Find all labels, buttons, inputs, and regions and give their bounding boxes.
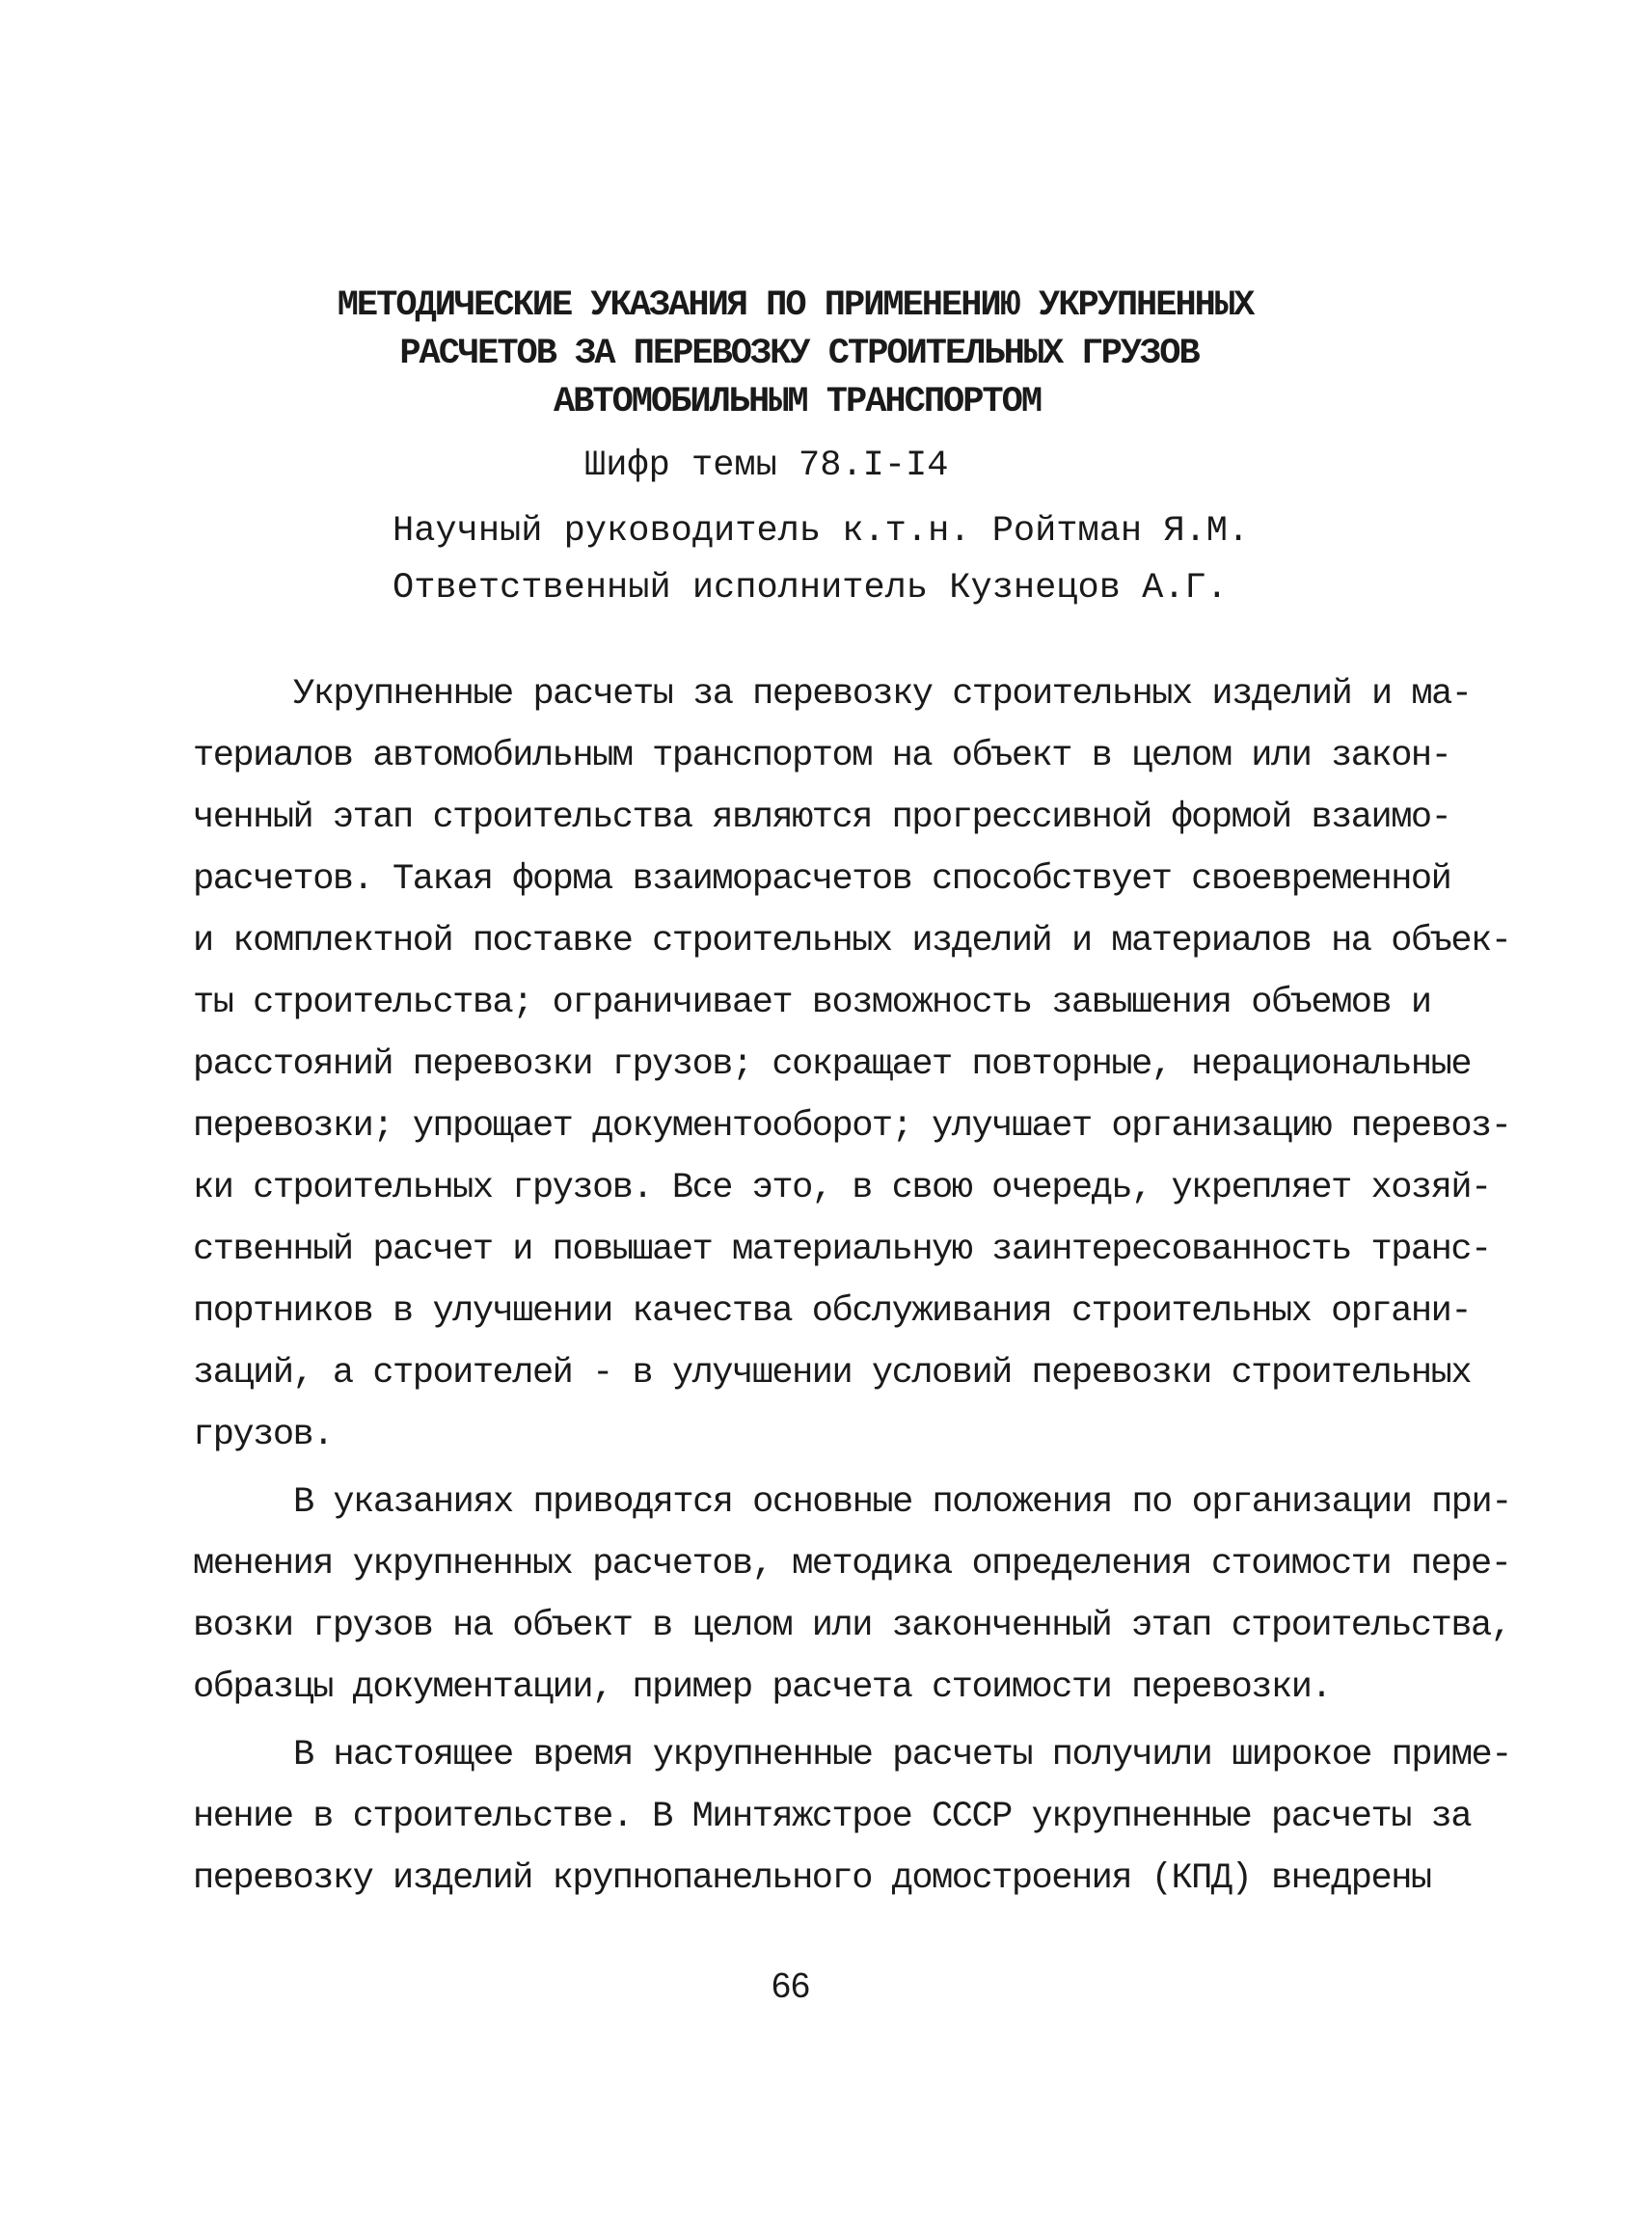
title-line: АВТОМОБИЛЬНЫМ ТРАНСПОРТОМ <box>553 382 1042 422</box>
text-line: заций, а строителей - в улучшении условий перевозки строительных <box>193 1353 1472 1394</box>
text-line: ки строительных грузов. Все это, в свою очередь, укрепляет хозяй- <box>193 1168 1491 1208</box>
responsible-executor: Ответственный исполнитель Кузнецов А.Г. <box>393 568 1228 609</box>
text-line: портников в улучшении качества обслуживания строительных органи- <box>193 1291 1472 1332</box>
text-line: менения укрупненных расчетов, методика определения стоимости пере- <box>193 1544 1511 1584</box>
paragraph <box>193 664 1511 1466</box>
title-line: РАСЧЕТОВ ЗА ПЕРЕВОЗКУ СТРОИТЕЛЬНЫХ ГРУЗОВ <box>399 334 1199 374</box>
text-line: нение в строительстве. В Минтяжстрое СССР укрупненные расчеты за <box>193 1797 1472 1837</box>
text-line: и комплектной поставке строительных изделий и материалов на объек- <box>193 921 1511 962</box>
text-line: перевозку изделий крупнопанельного домостроения (КПД) внедрены <box>193 1858 1431 1899</box>
text-line: Укрупненные расчеты за перевозку строительных изделий и ма- <box>293 674 1472 715</box>
text-line: возки грузов на объект в целом или законченный этап строительства, <box>193 1606 1511 1646</box>
scientific-supervisor: Научный руководитель к.т.н. Ройтман Я.М. <box>393 511 1250 552</box>
page-number: 66 <box>771 1965 811 2005</box>
text-line: ственный расчет и повышает материальную заинтересованность транс- <box>193 1230 1491 1270</box>
body-text <box>193 664 1511 1910</box>
title-line: МЕТОДИЧЕСКИЕ УКАЗАНИЯ ПО ПРИМЕНЕНИЮ УКРУПНЕННЫХ <box>337 285 1254 326</box>
text-line: расчетов. Такая форма взаиморасчетов способствует своевременной <box>193 859 1451 900</box>
text-line: перевозки; упрощает документооборот; улучшает организацию перевоз- <box>193 1106 1511 1147</box>
text-line: грузов. <box>193 1415 333 1455</box>
text-line: В настоящее время укрупненные расчеты получили широкое приме- <box>293 1735 1511 1775</box>
text-line: териалов автомобильным транспортом на объект в целом или закон- <box>193 736 1451 776</box>
paragraph <box>193 1724 1511 1910</box>
text-line: расстояний перевозки грузов; сокращает повторные, нерациональные <box>193 1044 1472 1085</box>
text-line: В указаниях приводятся основные положения по организации при- <box>293 1482 1511 1523</box>
paragraph <box>193 1472 1511 1719</box>
authors-block <box>393 503 1249 617</box>
text-line: ты строительства; ограничивает возможность завышения объемов и <box>193 983 1431 1023</box>
topic-cipher: Шифр темы 78.I-I4 <box>584 446 949 486</box>
text-line: образцы документации, пример расчета стоимости перевозки. <box>193 1667 1332 1708</box>
document-title <box>0 282 1652 426</box>
text-line: ченный этап строительства являются прогрессивной формой взаимо- <box>193 798 1451 838</box>
